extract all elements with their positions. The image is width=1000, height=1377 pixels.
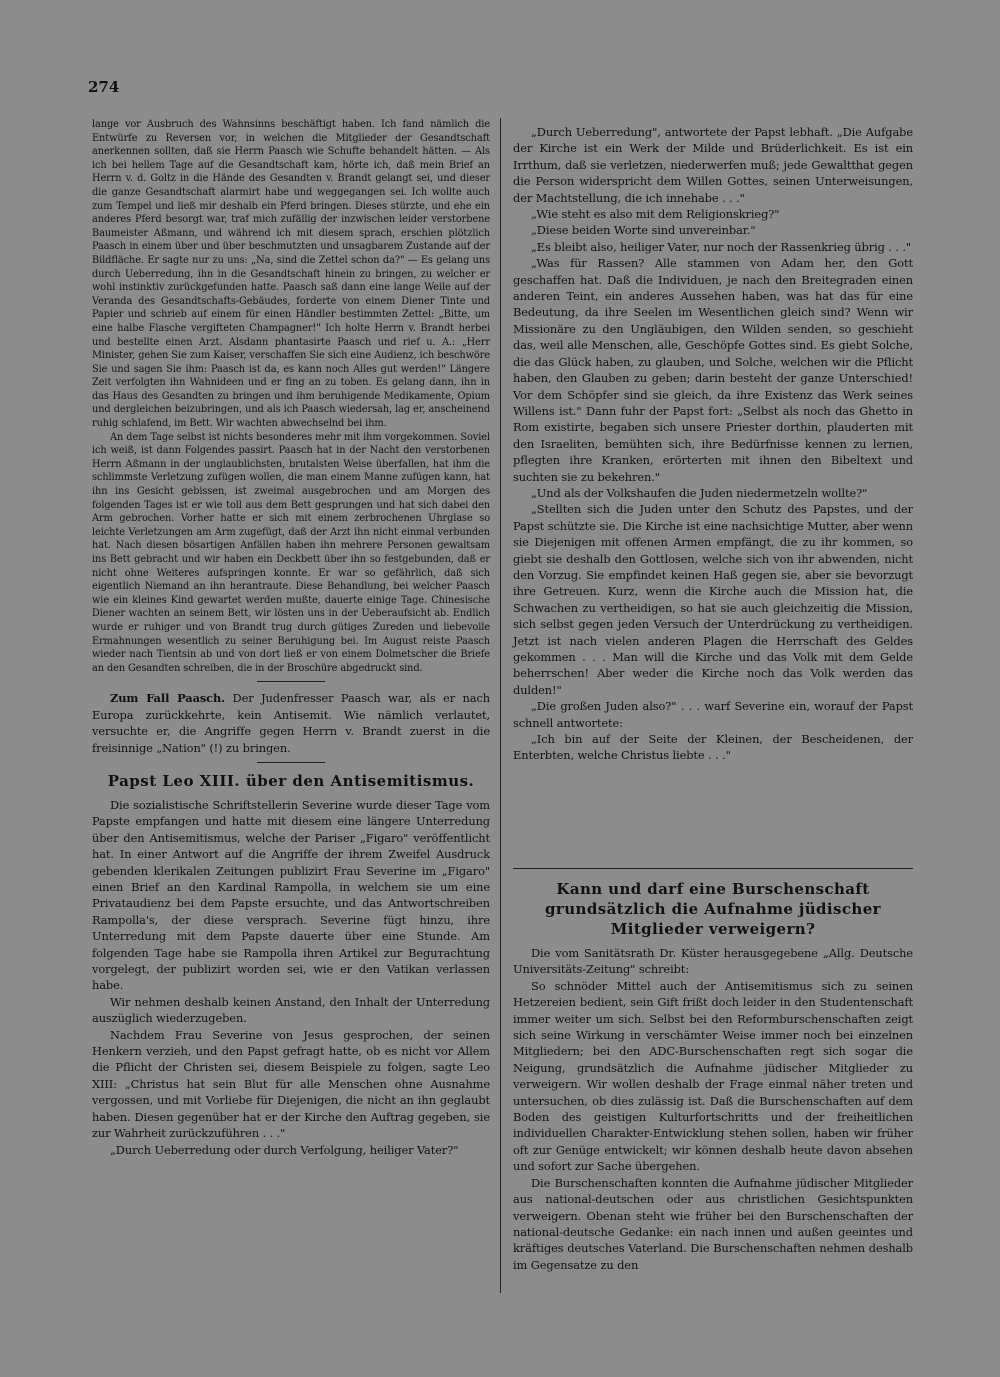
right-column-top xyxy=(513,124,913,764)
second-paragraph: An dem Tage selbst ist nichts besonderes mehr mit ihm vorgekommen. Soviel ich weiß, ist dann Folgendes passirt. Paasch hat in der Nacht den verstorbenen Herrn Aßmann in der unglaublichsten, brutalsten Weise überfallen, hat ihm die schlimmste Verletzung zufügen wollen, die man einem Manne zufügen kann, hat ihn ins Gesicht gebissen, ist zweimal ausgebrochen und am Morgen des folgenden Tages ist er wie toll aus dem Bett gesprungen und hat sich dabei den Arm gebrochen. Vorher hatte er sich mit einem zerbrochenen Uhrglase so leichte Verletzungen am Arm zugefügt, daß der Arzt ihn nicht einmal verbunden hat. Nach diesen bösartigen Anfällen haben ihn mehrere Personen gewaltsam ins Bett gebracht und wir haben ein Deckbett über ihn so festgebunden, daß er nicht ohne Weiteres aufspringen konnte. Er war so gefährlich, daß sich eigentlich Niemand an ihn herantraute. Diese Behandlung, bei welcher Paasch wie ein kleines Kind gewartet werden mußte, dauerte einige Tage. Chinesische Diener wachten an seinem Bett, wir lösten uns in der Ueberaufsicht ab. Endlich wurde er ruhiger und von Brandt trug durch gütiges Zureden und liebevolle Ermahnungen wesentlich zu seiner Beruhigung bei. Im August reiste Paasch wieder nach Tientsin ab und von dort ließ er von einem Dolmetscher die Briefe an den Gesandten schreiben, die in der Broschüre abgedruckt sind. xyxy=(92,431,490,674)
right-paragraph-2: „Wie steht es also mit dem Religionskrieg?" xyxy=(531,207,780,222)
leo-paragraph-2: Wir nehmen deshalb keinen Anstand, den Inhalt der Unterredung auszüglich wiederzugeben. xyxy=(92,994,490,1026)
section-rule-2 xyxy=(257,762,325,763)
column-divider xyxy=(500,118,501,1293)
right-paragraph-8: „Die großen Juden also?" . . . warf Severine ein, worauf der Papst schnell antwortete: xyxy=(513,699,913,730)
fall-paasch-title: Zum Fall Paasch. xyxy=(110,691,226,706)
right-paragraph-3: „Diese beiden Worte sind unvereinbar." xyxy=(531,223,756,238)
right-paragraph-5: „Was für Rassen? Alle stammen von Adam her, den Gott geschaffen hat. Daß die Individuen, je nach den Breitegraden einen anderen Teint, ein anderes Aussehen haben, was hat das für eine Bedeutung, da ihre Seelen im Wesentlichen gleich sind? Wenn wir Missionäre zu den Ungläubigen, den Wilden senden, so geschieht das, weil alle Menschen, alle, Geschöpfe Gottes sind. Es giebt Solche, die das Glück haben, zu glauben, und Solche, welchen wir die Pflicht haben, den Glauben zu geben; darin besteht der ganze Unterschied! Vor dem Schöpfer sind sie gleich, da ihre Existenz das Werk seines Willens ist." Dann fuhr der Papst fort: „Selbst als noch das Ghetto in Rom existirte, begaben sich unsere Priester dorthin, plauderten mit den Israeliten, bemühten sich, ihre Bedürfnisse kennen zu lernen, pflegten ihre Kranken, erörterten mit ihnen den Bibeltext und suchten sie zu bekehren." xyxy=(513,256,913,484)
leo-heading: Papst Leo XIII. über den Antisemitismus. xyxy=(107,771,475,790)
burschen-paragraph-3: Die Burschenschaften konnten die Aufnahme jüdischer Mitglieder aus national-deutschen oder aus christlichen Gesichtspunkten verweigern. Obenan steht wie früher bei den Burschenschaften der national-deutsche Gedanke: ein nach innen und außen geeintes und kräftiges deutsches Vaterland. Die Burschenschaften nehmen deshalb im Gegensatze zu den xyxy=(513,1175,913,1272)
page-number: 274 xyxy=(88,78,120,96)
burschen-paragraph-1: Die vom Sanitätsrath Dr. Küster herausgegebene „Allg. Deutsche Universitäts-Zeitung" schreibt: xyxy=(513,946,913,977)
section-rule-3 xyxy=(513,868,913,869)
right-paragraph-6: „Und als der Volkshaufen die Juden niedermetzeln wollte?" xyxy=(531,485,868,500)
right-paragraph-9: „Ich bin auf der Seite der Kleinen, der Bescheidenen, der Enterbten, welche Christus liebte . . ." xyxy=(513,732,913,763)
leo-paragraph-3: Nachdem Frau Severine von Jesus gesprochen, der seinen Henkern verzieh, und den Papst gefragt hatte, ob es nicht vor Allem die Pflicht der Christen sei, diesem Beispiele zu folgen, sagte Leo XIII: „Christus hat sein Blut für alle Menschen ohne Ausnahme vergossen, und mit Vorliebe für Diejenigen, die nicht an ihn geglaubt haben. Diesen gegenüber hat er der Kirche den Auftrag gegeben, sie zur Wahrheit zurückzuführen . . ." xyxy=(92,1027,490,1141)
fall-paasch-text: Der Judenfresser Paasch war, als er nach Europa zurückkehrte, kein Antisemit. Wie nämlich verlautet, versuchte er, die Angriffe gegen Herrn v. Brandt zuerst in die freisinnige „Nation" (!) zu bringen. xyxy=(92,691,490,755)
fall-paasch-paragraph xyxy=(92,690,490,756)
leo-paragraph-1: Die sozialistische Schriftstellerin Severine wurde dieser Tage vom Papste empfangen und hatte mit diesem eine längere Unterredung über den Antisemitismus, welche der Pariser „Figaro" veröffentlicht hat. In einer Antwort auf die Angriffe der ihrem Zweifel Ausdruck gebenden klerikalen Zeitungen publizirt Frau Severine im „Figaro" einen Brief an den Kardinal Rampolla, in welchem sie um eine Privataudienz bei dem Papste ersuchte, und das Antwortschreiben Rampolla's, der diese versprach. Severine fügt hinzu, ihre Unterredung mit dem Papste dauerte über eine Stunde. Am folgenden Tage habe sie Rampolla ihren Artikel zur Beguтachtung vorgelegt, der publizirt worden sei, wie er den Vatikan verlassen habe. xyxy=(92,797,490,993)
right-paragraph-1: „Durch Ueberredung", antwortete der Papst lebhaft. „Die Aufgabe der Kirche ist ein Werk der Milde und Brüderlichkeit. Es ist ein Irrthum, daß sie verletzen, niederwerfen muß; jede Gewaltthat gegen die Person widerspricht dem Willen Gottes, seinen Unterweisungen, der Machtstellung, die ich innehabe . . ." xyxy=(513,125,913,205)
burschenschaft-heading: Kann und darf eine Burschenschaft grundsätzlich die Aufnahme jüdischer Mitglieder verweigern? xyxy=(545,880,881,938)
burschen-paragraph-2: So schnöder Mittel auch der Antisemitismus sich zu seinen Hetzereien bedient, sein Gift frißt doch leider in den Studentenschaft immer weiter um sich. Selbst bei den Reformburschenschaften zeigt sich seine Wirkung in verschämter Weise immer noch bei einzelnen Mitgliedern; bei den ADC-Burschenschaften regt sich sogar die Neigung, grundsätzlich die Aufnahme jüdischer Mitglieder zu verweigern. Wir wollen deshalb der Frage einmal näher treten und untersuchen, ob dies zulässig ist. Daß die Burschenschaften auf dem Boden des geistigen Kulturfortschritts und der freiheitlichen individuellen Charakter-Entwicklung stehen sollen, haben wir früher oft zur Genüge entwickelt; wir können deshalb heute davon absehen und sofort zur Sache übergehen. xyxy=(513,978,913,1174)
right-paragraph-7: „Stellten sich die Juden unter den Schutz des Papstes, und der Papst schützte sie. Die Kirche ist eine nachsichtige Mutter, aber wenn sie Diejenigen mit offenen Armen empfängt, die zu ihr kommen, so giebt sie deshalb den Gottlosen, welche sich von ihr abwenden, nicht den Vorzug. Sie empfindet keinen Haß gegen sie, aber sie bevorzugt ihre Getreuen. Kurz, wenn die Kirche auch die Mission hat, die Schwachen zu vertheidigen, so hat sie auch gleichzeitig die Mission, sich selbst gegen jeden Versuch der Unterdrückung zu vertheidigen. Jetzt ist nach vielen anderen Plagen die Herrschaft des Geldes gekommen . . . Man will die Kirche und das Volk mit dem Gelde beherrschen! Aber weder die Kirche noch das Volk werden das dulden!" xyxy=(513,502,913,697)
section-rule xyxy=(257,681,325,682)
right-paragraph-4: „Es bleibt also, heiliger Vater, nur noch der Rassenkrieg übrig . . ." xyxy=(531,239,912,254)
right-column-bottom xyxy=(513,860,913,1273)
intro-paragraph: lange vor Ausbruch des Wahnsinns beschäftigt haben. Ich fand nämlich die Entwürfe zu Reversen vor, in welchen die Mitglieder der Gesandtschaft anerkennen sollten, daß sie Herrn Paasch wie Schufte behandelt hätten. — Als ich bei hellem Tage auf die Gesandtschaft kam, hörte ich, daß mein Brief an Herrn v. d. Goltz in die Hände des Gesandten v. Brandt gelangt sei, und dieser die ganze Gesandtschaft alarmirt habe und weggegangen sei. Ich wollte auch zum Tempel und ließ mir deshalb ein Pferd bringen. Dieses stürzte, und ehe ein anderes Pferd besorgt war, traf mich zufällig der inzwischen leider verstorbene Baumeister Aßmann, und während ich mit diesem sprach, erschien plötzlich Paasch in einem über und über beschmutzten und unsagbarem Zustande auf der Bildfläche. Er sagte nur zu uns: „Na, sind die Zettel schon da?" — Es gelang uns durch Ueberredung, ihn in die Gesandtschaft hinein zu bringen, zu welcher er wohl instinktiv zurückgefunden hatte. Paasch saß dann eine lange Weile auf der Veranda des Gesandtschafts-Gebäudes, forderte von einem Diener Tinte und Papier und schrieb auf einem für einen Händler bestimmten Zettel: „Bitte, um eine halbe Flasche vergifteten Champagner!" Ich holte Herrn v. Brandt herbei und bestellte einen Arzt. Alsdann phantasirte Paasch und rief u. A.: „Herr Minister, gehen Sie zum Kaiser, verschaffen Sie sich eine Audienz, ich beschwöre Sie und sagen Sie ihm: Paasch ist da, es kann noch Alles gut werden!" Längere Zeit verfolgten ihn Wahnideen und er fing an zu toben. Es gelang dann, ihn in das Haus des Gesandten zu bringen und ihm beruhigende Medikamente, Opium und dergleichen beizubringen, und als ich Paasch wiedersah, lag er, anscheinend ruhig schlafend, im Bett. Wir wachten abwechselnd bei ihm. xyxy=(92,119,490,430)
leo-paragraph-4: „Durch Ueberredung oder durch Verfolgung, heiliger Vater?" xyxy=(110,1142,459,1157)
left-column xyxy=(92,118,490,1158)
